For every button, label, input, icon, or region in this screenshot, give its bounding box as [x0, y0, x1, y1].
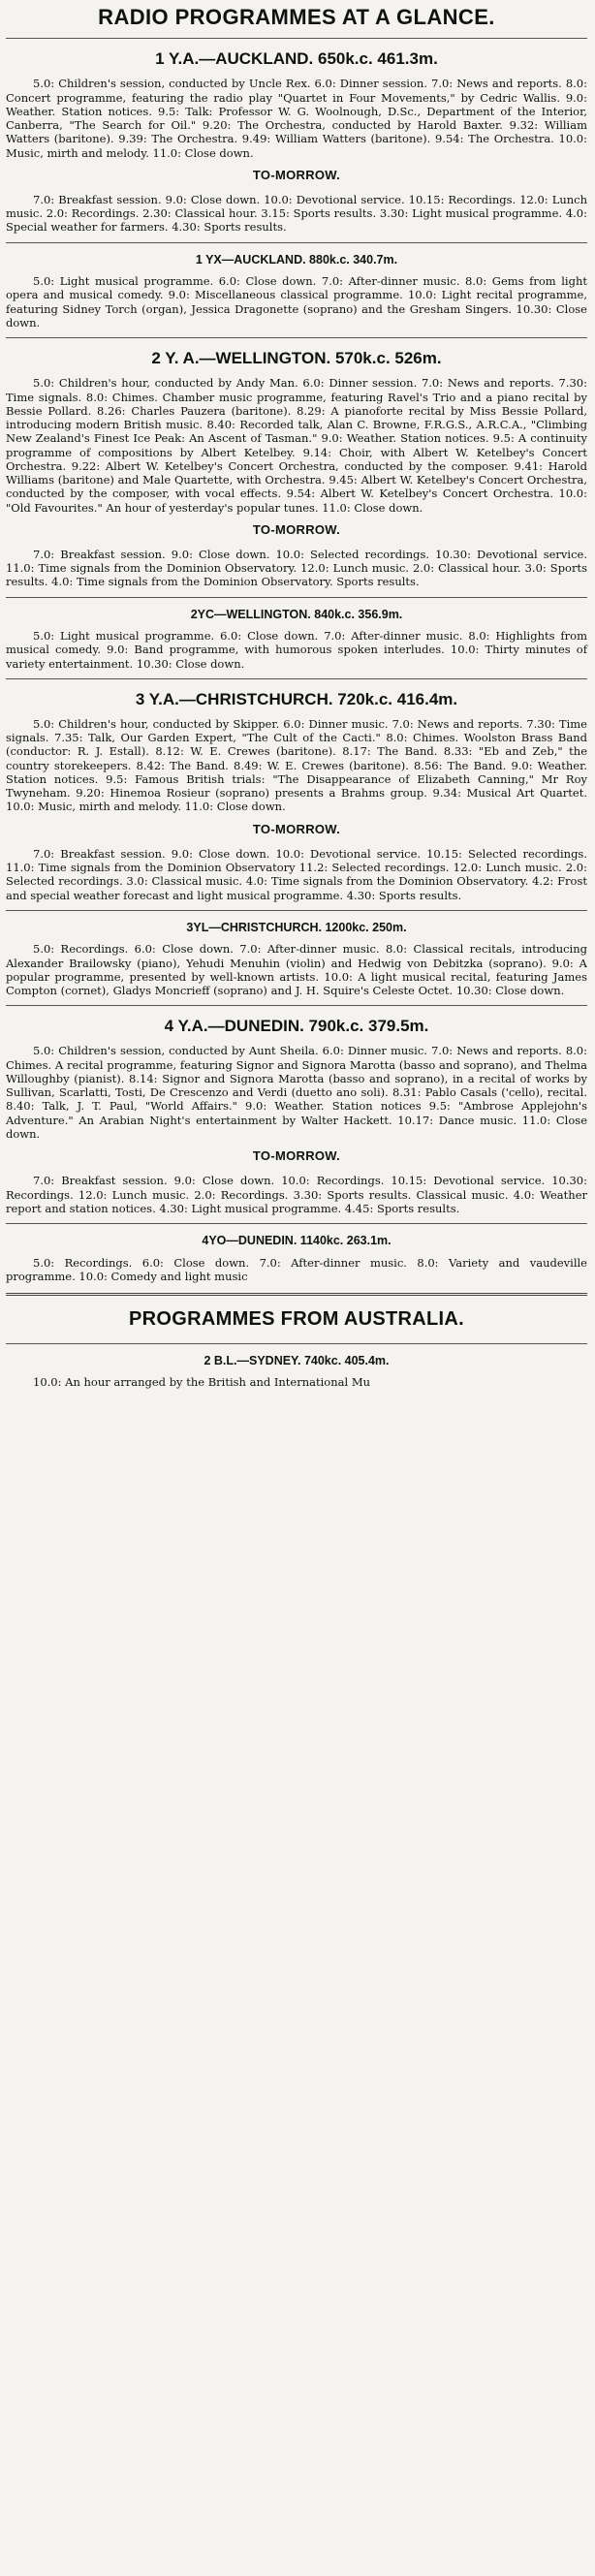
station-title: 3 Y.A.—CHRISTCHURCH. 720k.c. 416.4m.: [135, 689, 458, 708]
tomorrow-heading: TO-MORROW.: [252, 167, 341, 182]
divider: [6, 1293, 587, 1296]
programme-today: 5.0: Recordings. 6.0: Close down. 7.0: After-dinner music. 8.0: Variety and vaudeville programme. 10.0: Comedy and light music: [6, 1255, 587, 1283]
station-title: 1 Y.A.—AUCKLAND. 650k.c. 461.3m.: [155, 49, 438, 69]
station-title: 2YC—WELLINGTON. 840k.c. 356.9m.: [190, 607, 403, 621]
programme-today: 5.0: Children's session, conducted by Uncle Rex. 6.0: Dinner session. 7.0: News and reports. 8.0: Concert programme, featuring the radio play "Quartet in Four Movements," by Cedric Wallis. 9.0: Weather. Station notices. 9.5: Talk: Professor W. G. Woolnough, D.Sc., Department of the Interior, Canberra, "The Search for Oil." 9.20: The Orchestra, conducted by Harold Baxter. 9.32: William Watters (baritone). 9.39: The Orchestra. 9.49: William Watters (baritone). 9.54: The Orchestra. 10.0: Music, mirth and melody. 11.0: Close down.: [6, 77, 587, 160]
divider: [6, 1223, 587, 1224]
programme-today: 5.0: Light musical programme. 6.0: Close down. 7.0: After-dinner music. 8.0: Gems from light opera and musical comedy. 9.0: Miscellaneous classical programme. 10.0: Light recital programme, featuring Sidney Torch (organ), Jessica Dragonette (soprano) and the Gresham Singers. 10.30: Close down.: [6, 274, 587, 330]
station-4ya-dunedin: [6, 1016, 587, 1215]
section-title: PROGRAMMES FROM AUSTRALIA.: [129, 1308, 464, 1331]
station-1yx-auckland: [6, 253, 587, 330]
programme-tomorrow: 7.0: Breakfast session. 9.0: Close down. 10.0: Devotional service. 10.15: Selected recordings. 11.0: Time signals from the Dominion Observatory 11.2: Selected recordings. 12.0: Lunch music. 2.0: Selected recordings. 3.0: Classical music. 4.0: Time signals from the Dominion Observatory. 4.2: Frost and special weather forecast and light musical programme. 4.30: Sports results.: [6, 846, 587, 902]
programme-today: 5.0: Children's hour, conducted by Skipper. 6.0: Dinner music. 7.0: News and reports. 7.30: Time signals. 7.35: Talk, Our Garden Expert, "The Cult of the Cacti." 8.0: Chimes. Woolston Brass Band (conductor: R. J. Estall). 8.12: W. E. Crewes (baritone). 8.17: The Band. 8.33: "Eb and Zeb," the country storekeepers. 8.42: The Band. 8.49: W. E. Crewes (baritone). 8.56: The Band. 9.0: Weather. Station notices. 9.5: Famous British trials: "The Disappearance of Elizabeth Canning," Mr Roy Twyneham. 9.20: Hinemoa Rosieur (soprano) presents a Brahms group. 9.34: Musical Art Quartet. 10.0: Music, mirth and melody. 11.0: Close down.: [6, 716, 587, 814]
station-3yl-christchurch: [6, 921, 587, 998]
programme-today: 10.0: An hour arranged by the British and International Mu: [33, 1375, 370, 1390]
station-title: 2 Y. A.—WELLINGTON. 570k.c. 526m.: [151, 349, 442, 368]
programme-today: 5.0: Children's hour, conducted by Andy Man. 6.0: Dinner session. 7.0: News and reports. 7.30: Time signals. 8.0: Chimes. Chamber music programme, featuring Ravel's Trio and a piano recital by Bessie Pollard. 8.26: Charles Pauzera (baritone). 8.29: A pianoforte recital by Miss Bessie Pollard, introducing modern British music. 8.40: Recorded talk, Alan C. Browne, F.R.G.S., A.R.C.A., "Climbing New Zealand's Finest Ice Peak: An Ascent of Tasman." 9.0: Weather. Station notices. 9.5: A continuity programme of compositions by Albert Ketelbey. 9.14: Choir, with Albert W. Ketelbey's Concert Orchestra. 9.22: Albert W. Ketelbey's Concert Orchestra, conducted by the composer. 9.41: Harold Williams (baritone) and Male Quartette, with Orchestra. 9.45: Albert W. Ketelbey's Concert Orchestra, conducted by the composer, with vocal effects. 9.54: Albert W. Ketelbey's Concert Orchestra. 10.0: "Old Favourites." An hour of yesterday's popular tunes. 11.0: Close down.: [6, 376, 587, 515]
station-4yo-dunedin: [6, 1234, 587, 1283]
programme-today: 5.0: Children's session, conducted by Aunt Sheila. 6.0: Dinner music. 7.0: News and reports. 8.0: Chimes. A recital programme, featuring Signor and Signora Marotta (basso and soprano), and Thelma Willoughby (pianist). 8.14: Signor and Signora Marotta (basso and soprano), in a recital of works by Sullivan, Scarlatti, Tosti, De Crescenzo and Verdi (duetto ano soli). 8.31: Pablo Casals ('cello), recital. 8.40: Talk, J. T. Paul, "World Affairs." 9.0: Weather. Station notices 9.5: "Ambrose Applejohn's Adventure." An Arabian Night's entertainment by Walter Hackett. 10.17: Dance music. 11.0: Close down.: [6, 1044, 587, 1141]
divider: [6, 678, 587, 679]
tomorrow-heading: TO-MORROW.: [252, 821, 341, 836]
station-title: 4YO—DUNEDIN. 1140kc. 263.1m.: [202, 1234, 391, 1248]
station-title: 2 B.L.—SYDNEY. 740kc. 405.4m.: [204, 1353, 390, 1367]
tomorrow-heading: TO-MORROW.: [252, 521, 341, 537]
programme-today: 5.0: Light musical programme. 6.0: Close down. 7.0: After-dinner music. 8.0: Highlights from musical comedy. 9.0: Band programme, with humorous spoken interludes. 10.0: Thirty minutes of variety entertainment. 10.30: Close down.: [6, 629, 587, 671]
programme-tomorrow: 7.0: Breakfast session. 9.0: Close down. 10.0: Recordings. 10.15: Devotional service. 10.30: Recordings. 12.0: Lunch music. 2.0: Recordings. 3.30: Sports results. Classical music. 4.0: Weather report and station notices. 4.30: Light musical programme. 4.45: Sports results.: [6, 1174, 587, 1215]
divider: [6, 1343, 587, 1344]
divider: [6, 38, 587, 39]
divider: [6, 242, 587, 243]
page-title: RADIO PROGRAMMES AT A GLANCE.: [98, 5, 495, 29]
tomorrow-heading: TO-MORROW.: [252, 1148, 341, 1164]
divider: [6, 597, 587, 598]
station-2yc-wellington: [6, 608, 587, 671]
divider: [6, 337, 587, 338]
station-title: 4 Y.A.—DUNEDIN. 790k.c. 379.5m.: [164, 1017, 429, 1036]
divider: [6, 910, 587, 911]
station-1ya-auckland: [6, 48, 587, 234]
station-title: 1 YX—AUCKLAND. 880k.c. 340.7m.: [195, 252, 398, 267]
station-title: 3YL—CHRISTCHURCH. 1200kc. 250m.: [186, 920, 407, 934]
programme-today: 5.0: Recordings. 6.0: Close down. 7.0: After-dinner music. 8.0: Classical recitals, introducing Alexander Brailowsky (piano), Yehudi Menuhin (violin) and Hedwig von Debitzka (soprano). 9.0: A popular programme, presented by well-known artists. 10.0: A light musical recital, featuring James Compton (cornet), Gladys Moncrieff (soprano) and J. H. Squire's Celeste Octet. 10.30: Close down.: [6, 942, 587, 998]
programme-tomorrow: 7.0: Breakfast session. 9.0: Close down. 10.0: Devotional service. 10.15: Recordings. 12.0: Lunch music. 2.0: Recordings. 2.30: Classical hour. 3.15: Sports results. 3.30: Light musical programme. 4.0: Special weather for farmers. 4.30: Sports results.: [6, 192, 587, 235]
station-3ya-christchurch: [6, 689, 587, 902]
station-2ya-wellington: [6, 348, 587, 588]
divider: [6, 1005, 587, 1006]
australia-section: [6, 1307, 587, 1390]
programme-tomorrow: 7.0: Breakfast session. 9.0: Close down. 10.0: Selected recordings. 10.30: Devotional service. 11.0: Time signals from the Dominion Observatory. 12.0: Lunch music. 2.0: Classical hour. 3.0: Sports results. 4.0: Time signals from the Dominion Observatory. Sports results.: [6, 547, 587, 589]
